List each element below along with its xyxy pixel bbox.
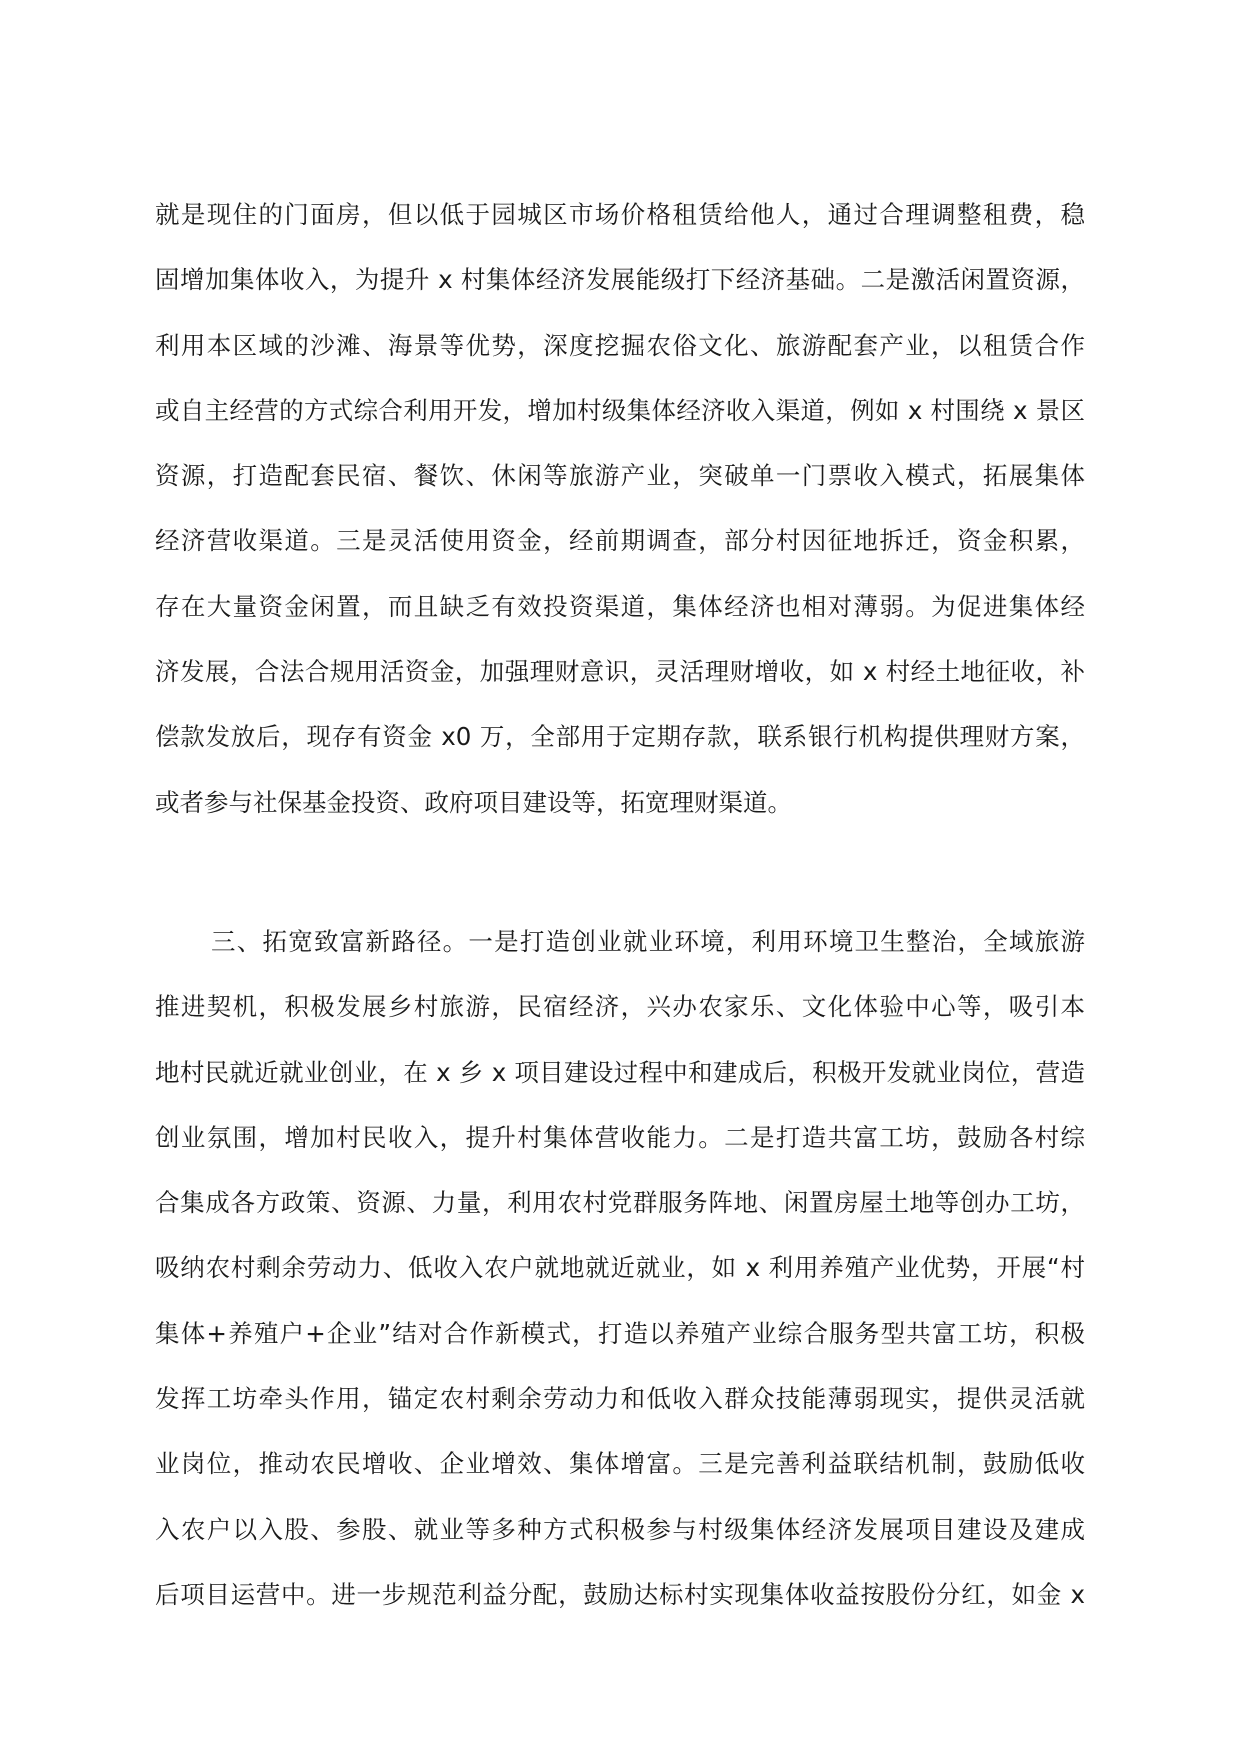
text-line: 或者参与社保基金投资、政府项目建设等，拓宽理财渠道。 <box>155 787 792 817</box>
text-line: 推进契机，积极发展乡村旅游，民宿经济，兴办农家乐、文化体验中心等，吸引本 <box>155 992 1085 1022</box>
text-line: 地村民就近就业创业，在 x 乡 x 项目建设过程中和建成后，积极开发就业岗位，营造 <box>155 1057 1085 1087</box>
text-line: 利用本区域的沙滩、海景等优势，深度挖掘农俗文化、旅游配套产业，以租赁合作 <box>155 330 1085 360</box>
text-line: 发挥工坊牵头作用，锚定农村剩余劳动力和低收入群众技能薄弱现实，提供灵活就 <box>155 1384 1085 1414</box>
text-line: 或自主经营的方式综合利用开发，增加村级集体经济收入渠道，例如 x 村围绕 x 景区 <box>155 395 1085 425</box>
text-line: 资源，打造配套民宿、餐饮、休闲等旅游产业，突破单一门票收入模式，拓展集体 <box>155 461 1085 491</box>
text-line: 合集成各方政策、资源、力量，利用农村党群服务阵地、闲置房屋土地等创办工坊， <box>155 1188 1085 1218</box>
text-line: 后项目运营中。进一步规范利益分配，鼓励达标村实现集体收益按股份分红，如金 x <box>155 1579 1085 1609</box>
paragraph-1 <box>155 182 1085 835</box>
text-line: 创业氛围，增加村民收入，提升村集体营收能力。二是打造共富工坊，鼓励各村综 <box>155 1122 1085 1152</box>
text-line: 三、拓宽致富新路径。一是打造创业就业环境，利用环境卫生整治，全域旅游 <box>211 927 1085 956</box>
text-line: 固增加集体收入，为提升 x 村集体经济发展能级打下经济基础。二是激活闲置资源， <box>155 265 1085 295</box>
text-line: 集体+养殖户+企业”结对合作新模式，打造以养殖产业综合服务型共富工坊，积极 <box>155 1318 1085 1348</box>
text-line: 业岗位，推动农民增收、企业增效、集体增富。三是完善利益联结机制，鼓励低收 <box>155 1449 1085 1479</box>
text-line: 济发展，合法合规用活资金，加强理财意识，灵活理财增收，如 x 村经土地征收，补 <box>155 657 1085 687</box>
text-line: 偿款发放后，现存有资金 x0 万，全部用于定期存款，联系银行机构提供理财方案， <box>155 722 1085 752</box>
text-line: 入农户以入股、参股、就业等多种方式积极参与村级集体经济发展项目建设及建成 <box>155 1514 1085 1544</box>
text-line: 吸纳农村剩余劳动力、低收入农户就地就近就业，如 x 利用养殖产业优势，开展“村 <box>155 1253 1085 1283</box>
text-line: 存在大量资金闲置，而且缺乏有效投资渠道，集体经济也相对薄弱。为促进集体经 <box>155 591 1085 621</box>
paragraph-2 <box>155 909 1085 1627</box>
text-line: 就是现住的门面房，但以低于园城区市场价格租赁给他人，通过合理调整租费，稳 <box>155 200 1085 229</box>
text-line: 经济营收渠道。三是灵活使用资金，经前期调查，部分村因征地拆迁，资金积累， <box>155 526 1085 556</box>
